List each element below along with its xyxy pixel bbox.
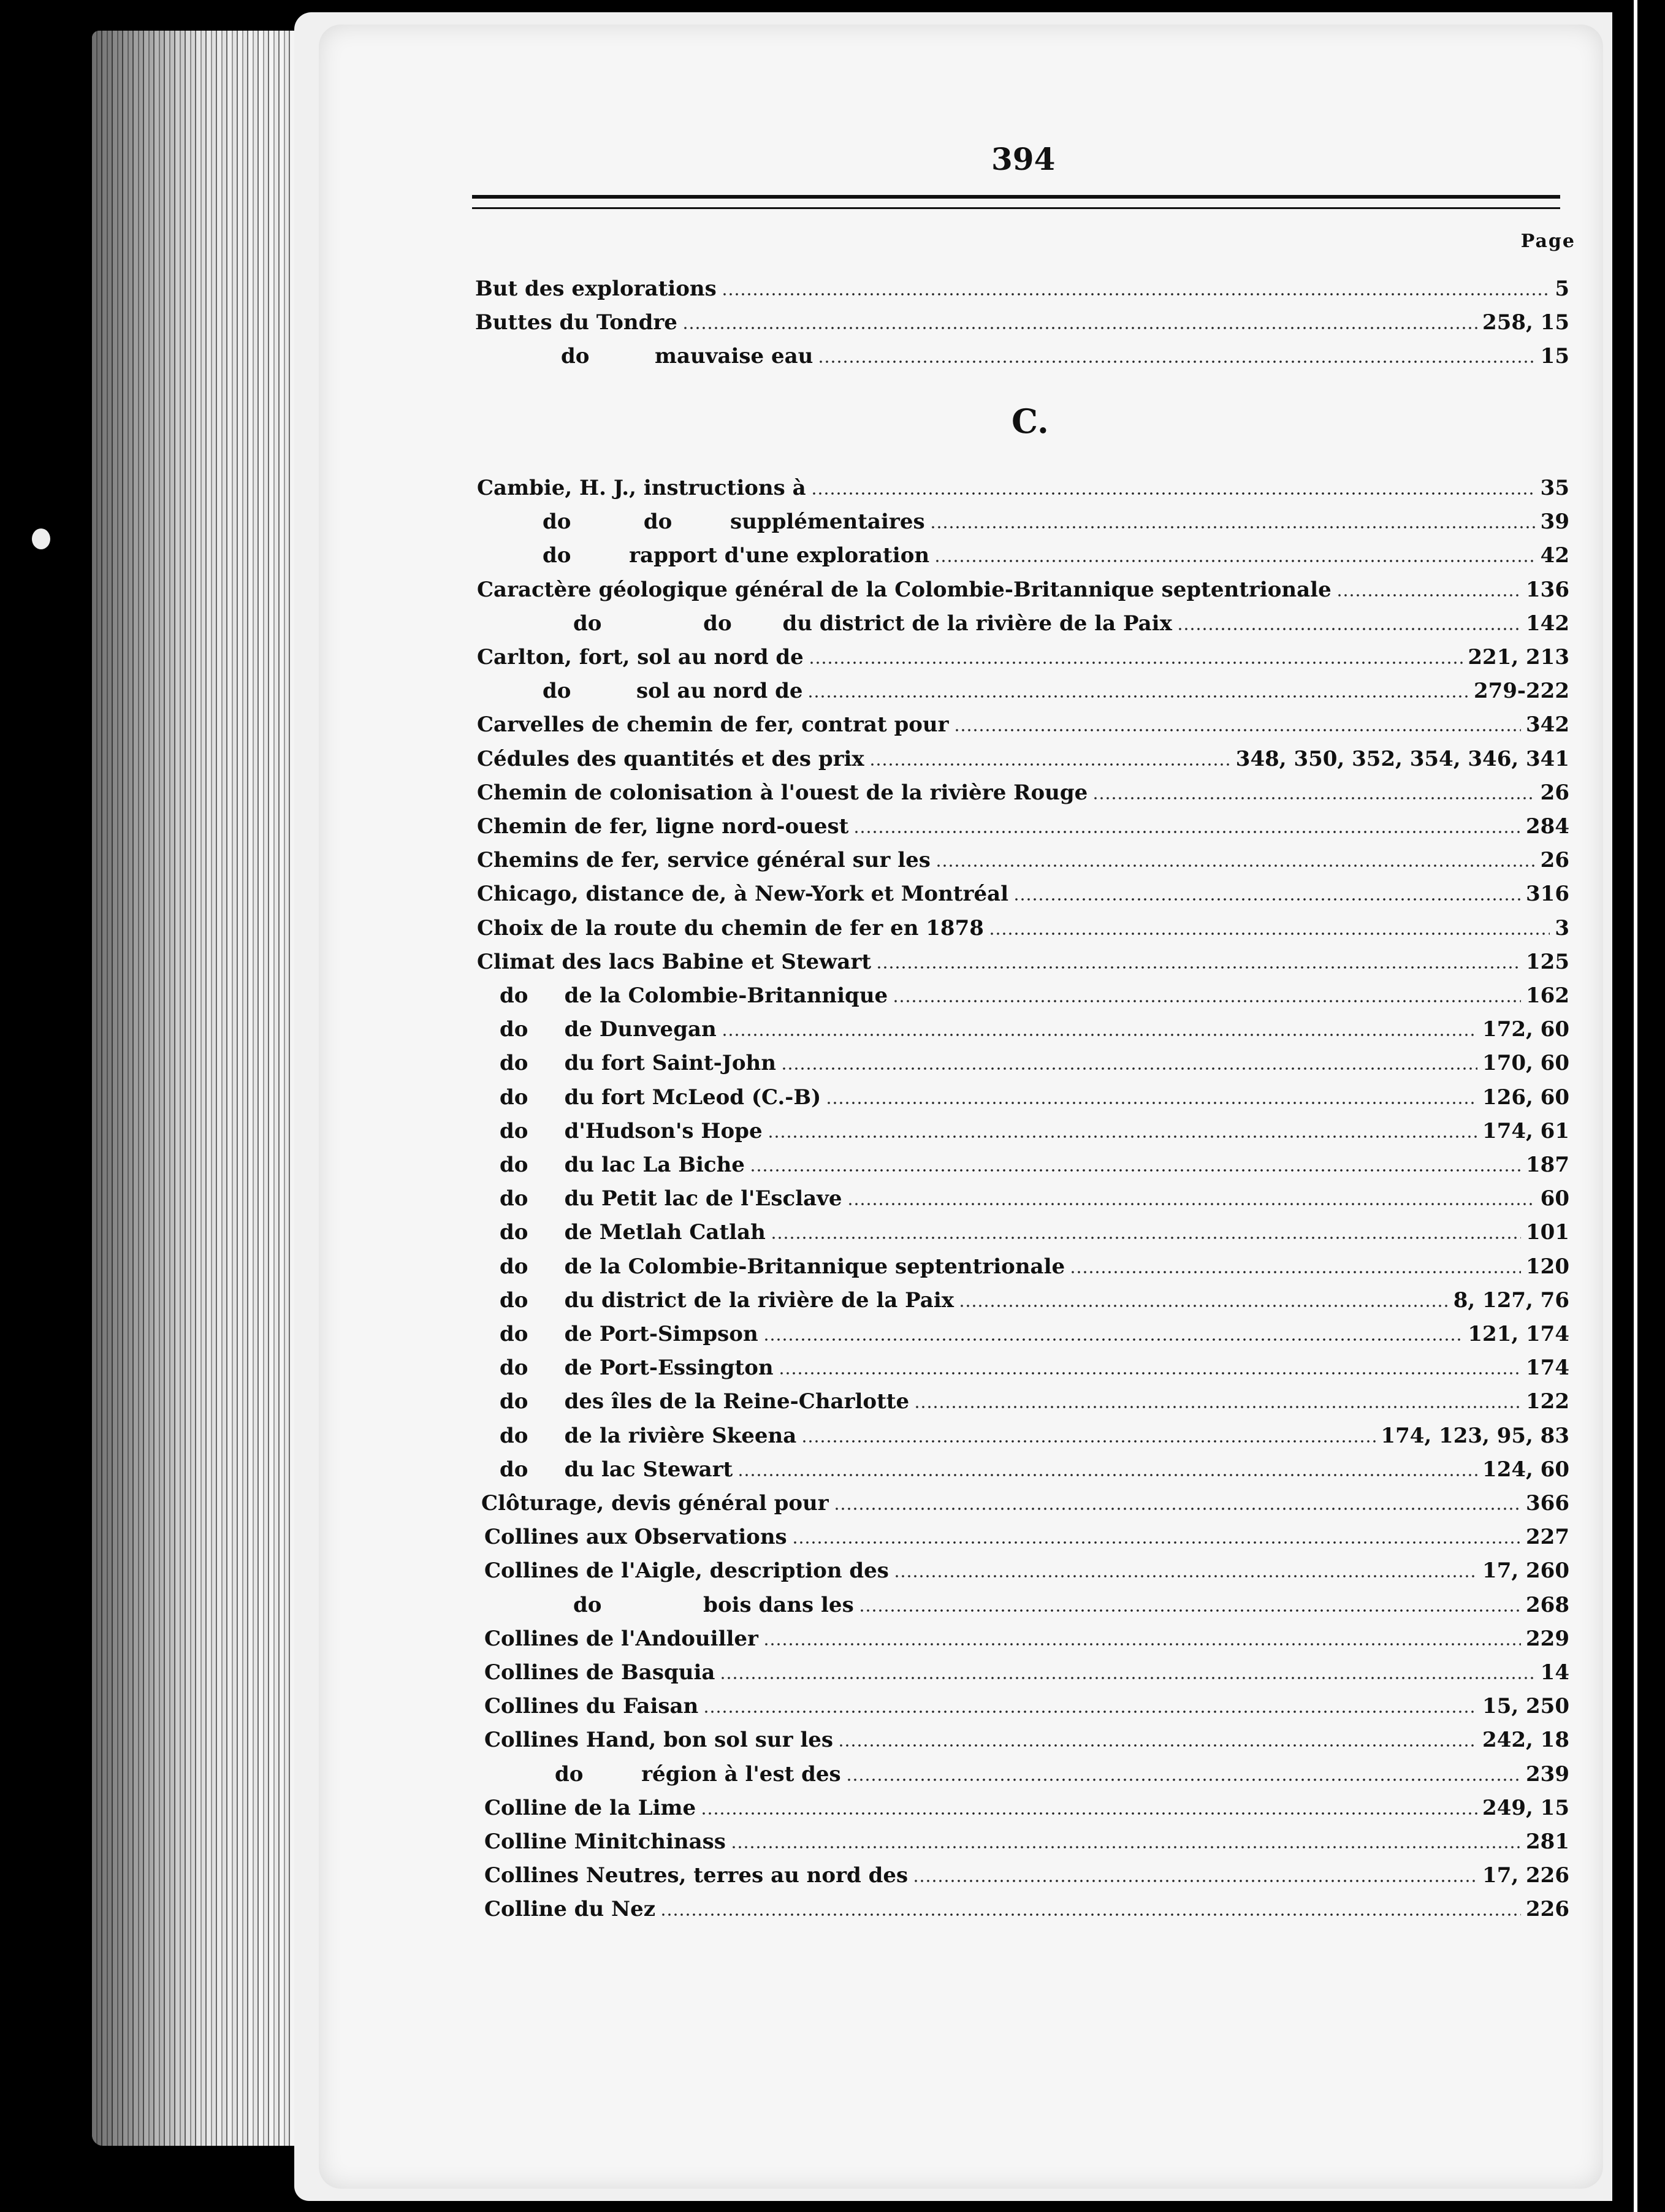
index-page-ref: 342 xyxy=(1526,712,1569,738)
dot-leader xyxy=(935,864,1536,867)
index-term: Colline de la Lime xyxy=(484,1795,696,1820)
dot-leader xyxy=(731,1846,1521,1848)
index-entry xyxy=(543,541,1569,570)
header-rule-thin xyxy=(472,207,1560,209)
index-term: do des îles de la Reine-Charlotte xyxy=(500,1389,910,1414)
index-entry xyxy=(500,1218,1569,1246)
index-term: do du district de la rivière de la Paix xyxy=(500,1287,954,1313)
dot-leader xyxy=(809,662,1463,664)
index-page-ref: 174, 61 xyxy=(1482,1118,1569,1143)
index-entry xyxy=(477,711,1569,739)
index-term: do de Metlah Catlah xyxy=(500,1220,766,1245)
index-page-ref: 348, 350, 352, 354, 346, 341 xyxy=(1235,746,1569,771)
header-rule-thick xyxy=(472,195,1560,199)
index-entry xyxy=(500,1422,1569,1450)
index-entry xyxy=(484,1828,1569,1856)
dot-leader xyxy=(682,327,1477,329)
index-term: Cambie, H. J., instructions à xyxy=(477,476,806,500)
index-term: Collines de l'Aigle, description des xyxy=(484,1558,889,1584)
index-page-ref: 17, 226 xyxy=(1482,1863,1569,1888)
index-page-ref: 284 xyxy=(1526,814,1569,839)
index-page-ref: 121, 174 xyxy=(1468,1322,1569,1346)
index-page-ref: 316 xyxy=(1526,882,1569,907)
index-term: do bois dans les xyxy=(573,1592,854,1617)
index-term: Collines de Basquia xyxy=(484,1660,715,1685)
page-number: 394 xyxy=(991,141,1056,177)
index-term: Carlton, fort, sol au nord de xyxy=(477,645,804,669)
index-page-ref: 120 xyxy=(1526,1254,1569,1279)
dot-leader xyxy=(818,360,1535,363)
dot-leader xyxy=(737,1474,1477,1476)
index-entry xyxy=(500,1455,1569,1484)
dot-leader xyxy=(801,1440,1376,1443)
index-term: do de la rivière Skeena xyxy=(500,1423,797,1448)
binding-line xyxy=(1634,0,1637,2212)
dot-leader xyxy=(954,729,1521,731)
index-page-ref: 125 xyxy=(1526,949,1569,974)
dot-leader xyxy=(722,293,1550,296)
index-term: Collines aux Observations xyxy=(484,1525,787,1550)
index-term: do de la Colombie-Britannique septentrionale xyxy=(500,1254,1065,1279)
index-entry xyxy=(543,508,1569,536)
index-entry xyxy=(484,1726,1569,1754)
index-entry xyxy=(477,846,1569,874)
section-letter: C. xyxy=(1012,402,1049,441)
index-term: do rapport d'une exploration xyxy=(543,543,930,568)
index-page-ref: 39 xyxy=(1540,509,1569,535)
index-page-ref: 226 xyxy=(1526,1897,1569,1922)
dot-leader xyxy=(792,1541,1521,1544)
index-page-ref: 279-222 xyxy=(1473,679,1569,704)
index-term: Colline Minitchinass xyxy=(484,1829,726,1854)
index-page-ref: 229 xyxy=(1526,1626,1569,1651)
dot-leader xyxy=(1013,898,1521,901)
dot-leader xyxy=(763,1643,1521,1646)
index-page-ref: 172, 60 xyxy=(1482,1017,1569,1042)
index-entry xyxy=(500,1286,1569,1314)
index-term: Cédules des quantités et des prix xyxy=(477,746,864,771)
dot-leader xyxy=(771,1237,1521,1239)
index-entry xyxy=(484,1861,1569,1890)
dot-leader xyxy=(826,1102,1477,1104)
index-entry xyxy=(477,914,1569,942)
dot-leader xyxy=(846,1779,1521,1781)
index-entry xyxy=(500,1015,1569,1043)
index-term: Choix de la route du chemin de fer en 1878 xyxy=(477,915,984,940)
index-term: do du fort Saint-John xyxy=(500,1051,776,1076)
index-page-ref: 26 xyxy=(1540,780,1569,805)
index-page-ref: 249, 15 xyxy=(1482,1795,1569,1820)
index-entry xyxy=(573,609,1569,638)
index-entry xyxy=(500,1117,1569,1145)
index-page-ref: 366 xyxy=(1526,1491,1569,1516)
index-entry xyxy=(477,880,1569,908)
dot-leader xyxy=(893,1000,1521,1002)
index-entry xyxy=(481,1489,1569,1517)
index-entry xyxy=(500,1253,1569,1281)
index-term: do du fort McLeod (C.-B) xyxy=(500,1085,821,1110)
dot-leader xyxy=(914,1406,1521,1408)
index-term: Chicago, distance de, à New-York et Montréal xyxy=(477,882,1009,907)
index-page-ref: 8, 127, 76 xyxy=(1453,1287,1569,1313)
index-page-ref: 221, 213 xyxy=(1468,645,1569,669)
index-page-ref: 122 xyxy=(1526,1389,1569,1414)
index-term: Climat des lacs Babine et Stewart xyxy=(477,949,872,974)
index-term: Buttes du Tondre xyxy=(475,310,677,335)
dot-leader xyxy=(779,1372,1521,1375)
dot-leader xyxy=(869,763,1231,766)
index-term: But des explorations xyxy=(475,276,717,301)
index-page-ref: 42 xyxy=(1540,543,1569,568)
index-page-ref: 239 xyxy=(1526,1761,1569,1787)
index-page-ref: 60 xyxy=(1540,1186,1569,1211)
dot-leader xyxy=(930,526,1536,528)
index-entry xyxy=(484,1895,1569,1923)
dot-leader xyxy=(989,932,1550,935)
index-page-ref: 136 xyxy=(1526,577,1569,602)
index-page-ref: 15, 250 xyxy=(1482,1694,1569,1719)
index-entry xyxy=(500,1320,1569,1348)
index-term: Collines de l'Andouiller xyxy=(484,1626,758,1651)
index-term: do do supplémentaires xyxy=(543,509,925,535)
dot-leader xyxy=(934,560,1536,562)
index-term: Collines Hand, bon sol sur les xyxy=(484,1728,834,1753)
index-page-ref: 187 xyxy=(1526,1153,1569,1177)
index-term: Chemins de fer, service général sur les xyxy=(477,848,931,873)
dot-leader xyxy=(703,1710,1477,1713)
dot-leader xyxy=(1070,1271,1521,1273)
index-term: do de la Colombie-Britannique xyxy=(500,983,888,1008)
index-entry xyxy=(500,1151,1569,1179)
dot-leader xyxy=(1336,594,1521,597)
index-page-ref: 101 xyxy=(1526,1220,1569,1245)
index-term: do mauvaise eau xyxy=(561,344,813,369)
index-term: do du lac Stewart xyxy=(500,1457,733,1482)
index-term: do de Port-Simpson xyxy=(500,1322,758,1346)
dot-leader xyxy=(959,1305,1449,1307)
index-entry xyxy=(500,1049,1569,1077)
index-entry xyxy=(500,982,1569,1010)
index-page-ref: 281 xyxy=(1526,1829,1569,1854)
index-term: do du Petit lac de l'Esclave xyxy=(500,1186,842,1211)
dot-leader xyxy=(701,1812,1477,1815)
index-entry xyxy=(555,1760,1569,1788)
index-term: do de Port-Essington xyxy=(500,1356,774,1381)
dot-leader xyxy=(763,1338,1463,1341)
index-entry xyxy=(561,342,1569,370)
dot-leader xyxy=(720,1677,1535,1679)
index-page-ref: 242, 18 xyxy=(1482,1728,1569,1753)
index-entry xyxy=(573,1591,1569,1619)
dot-leader xyxy=(781,1067,1477,1070)
index-entry xyxy=(475,275,1569,303)
index-page-ref: 162 xyxy=(1526,983,1569,1008)
dot-leader xyxy=(847,1203,1536,1205)
index-entry xyxy=(477,948,1569,976)
index-entry xyxy=(484,1523,1569,1551)
index-page-ref: 3 xyxy=(1555,915,1569,940)
index-term: Carvelles de chemin de fer, contrat pour xyxy=(477,712,949,738)
index-page-ref: 26 xyxy=(1540,848,1569,873)
margin-speck xyxy=(32,528,50,549)
index-entry xyxy=(543,677,1569,705)
dot-leader xyxy=(894,1575,1477,1577)
index-page-ref: 170, 60 xyxy=(1482,1051,1569,1076)
index-entry xyxy=(477,745,1569,773)
dot-leader xyxy=(834,1508,1521,1510)
page-column-header: Page xyxy=(1520,231,1575,252)
index-term: Colline du Nez xyxy=(484,1897,656,1922)
index-term: do de Dunvegan xyxy=(500,1017,717,1042)
index-entry xyxy=(477,474,1569,502)
dot-leader xyxy=(853,831,1521,833)
index-entry xyxy=(500,1354,1569,1382)
index-entry xyxy=(477,779,1569,807)
dot-leader xyxy=(750,1169,1521,1172)
dot-leader xyxy=(913,1880,1477,1882)
dot-leader xyxy=(722,1034,1477,1036)
index-term: do sol au nord de xyxy=(543,679,803,704)
index-page-ref: 174 xyxy=(1526,1356,1569,1381)
dot-leader xyxy=(660,1913,1521,1916)
dot-leader xyxy=(1092,797,1535,799)
index-term: Collines Neutres, terres au nord des xyxy=(484,1863,909,1888)
dot-leader xyxy=(838,1744,1477,1747)
index-entry xyxy=(484,1625,1569,1653)
index-term: Chemin de colonisation à l'ouest de la rivière Rouge xyxy=(477,780,1088,805)
index-page-ref: 17, 260 xyxy=(1482,1558,1569,1584)
index-page-ref: 5 xyxy=(1555,276,1569,301)
index-page-ref: 15 xyxy=(1540,344,1569,369)
index-entry xyxy=(500,1387,1569,1416)
dot-leader xyxy=(859,1609,1521,1612)
index-page-ref: 174, 123, 95, 83 xyxy=(1381,1423,1569,1448)
index-term: Collines du Faisan xyxy=(484,1694,699,1719)
dot-leader xyxy=(807,695,1468,698)
index-entry xyxy=(484,1658,1569,1687)
index-term: do do du district de la rivière de la Paix xyxy=(573,611,1172,636)
index-entry xyxy=(477,643,1569,671)
index-entry xyxy=(477,576,1569,604)
index-entry xyxy=(484,1794,1569,1822)
index-page-ref: 126, 60 xyxy=(1482,1085,1569,1110)
dot-leader xyxy=(876,966,1521,969)
dot-leader xyxy=(768,1135,1477,1138)
dot-leader xyxy=(1177,628,1521,630)
index-entry xyxy=(484,1557,1569,1585)
index-page-ref: 268 xyxy=(1526,1592,1569,1617)
index-page-ref: 258, 15 xyxy=(1482,310,1569,335)
index-page-ref: 14 xyxy=(1540,1660,1569,1685)
index-entry xyxy=(500,1184,1569,1213)
index-page-ref: 35 xyxy=(1540,476,1569,500)
dot-leader xyxy=(811,492,1536,495)
index-term: Chemin de fer, ligne nord-ouest xyxy=(477,814,849,839)
index-page-ref: 142 xyxy=(1526,611,1569,636)
index-term: do d'Hudson's Hope xyxy=(500,1118,763,1143)
index-term: do du lac La Biche xyxy=(500,1153,745,1177)
index-term: do région à l'est des xyxy=(555,1761,841,1787)
index-entry xyxy=(500,1083,1569,1112)
index-entry xyxy=(484,1692,1569,1720)
index-term: Clôturage, devis général pour xyxy=(481,1491,829,1516)
index-entry xyxy=(477,812,1569,841)
index-page-ref: 124, 60 xyxy=(1482,1457,1569,1482)
index-page-ref: 227 xyxy=(1526,1525,1569,1550)
index-term: Caractère géologique général de la Colombie-Britannique septentrionale xyxy=(477,577,1332,602)
index-entry xyxy=(475,308,1569,337)
